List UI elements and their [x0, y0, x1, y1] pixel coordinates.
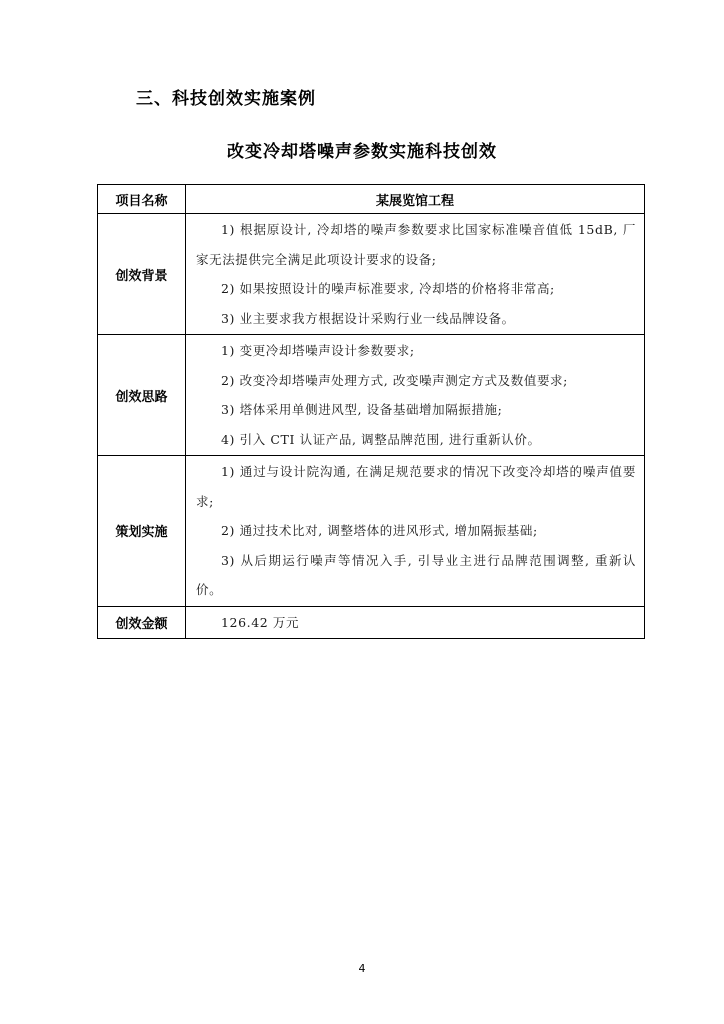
amount-content	[186, 606, 645, 639]
background-content	[186, 214, 645, 335]
amount-label: 创效金额	[98, 606, 186, 639]
approach-row	[98, 335, 645, 456]
implementation-label: 策划实施	[98, 456, 186, 607]
page-number: 4	[358, 962, 366, 975]
implementation-item: 1) 通过与设计院沟通, 在满足规范要求的情况下改变冷却塔的噪声值要求;	[196, 464, 636, 509]
implementation-item: 2) 通过技术比对, 调整塔体的进风形式, 增加隔振基础;	[221, 523, 538, 538]
background-label: 创效背景	[98, 214, 186, 335]
section-heading: 三、科技创效实施案例	[136, 89, 316, 109]
approach-item: 2) 改变冷却塔噪声处理方式, 改变噪声测定方式及数值要求;	[221, 372, 568, 388]
background-item: 3) 业主要求我方根据设计采购行业一线品牌设备。	[221, 310, 515, 326]
implementation-content	[186, 456, 645, 607]
approach-content	[186, 335, 645, 456]
project-name-label: 项目名称	[98, 185, 186, 214]
amount-value: 126.42 万元	[221, 614, 300, 630]
document-title: 改变冷却塔噪声参数实施科技创效	[227, 142, 497, 162]
approach-item: 4) 引入 CTI 认证产品, 调整品牌范围, 进行重新认价。	[221, 431, 541, 447]
background-item: 2) 如果按照设计的噪声标准要求, 冷却塔的价格将非常高;	[221, 281, 555, 296]
approach-item: 1) 变更冷却塔噪声设计参数要求;	[221, 343, 415, 358]
implementation-item: 3) 从后期运行噪声等情况入手, 引导业主进行品牌范围调整, 重新认价。	[196, 552, 636, 597]
implementation-row	[98, 456, 645, 607]
case-table	[97, 184, 645, 639]
approach-label: 创效思路	[98, 335, 186, 456]
background-row	[98, 214, 645, 335]
background-item: 1) 根据原设计, 冷却塔的噪声参数要求比国家标准噪音值低 15dB, 厂家无法提供完全满足此项设计要求的设备;	[196, 222, 636, 267]
table-header-row	[98, 185, 645, 214]
amount-row	[98, 606, 645, 639]
approach-item: 3) 塔体采用单侧进风型, 设备基础增加隔振措施;	[221, 402, 503, 417]
project-name-value: 某展览馆工程	[186, 185, 645, 214]
